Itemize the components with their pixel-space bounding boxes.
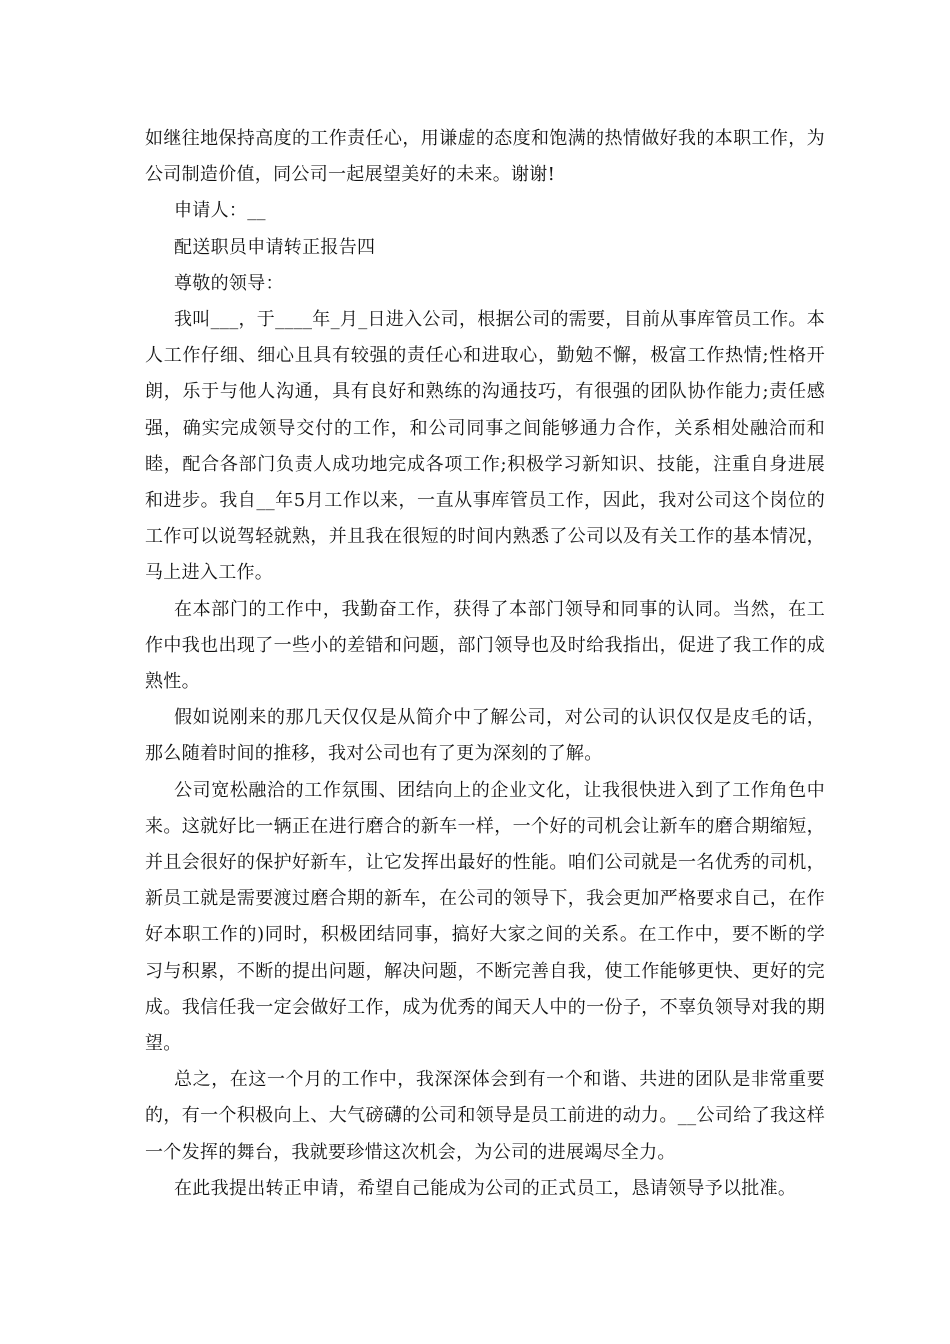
- applicant-line: 申请人：__: [174, 200, 266, 222]
- paragraph-request: 在此我提出转正申请，希望自己能成为公司的正式员工，恳请领导予以批准。: [174, 1177, 797, 1199]
- paragraph-summary: 总之，在这一个月的工作中，我深深体会到有一个和谐、共进的团队是非常重要的，有一个积极向上、大气磅礴的公司和领导是员工前进的动力。__公司给了我这样一个发挥的舞台，我就要珍惜这次机会，为公司的进展竭尽全力。: [145, 1069, 825, 1163]
- paragraph-intro: 我叫___，于____年_月_日进入公司，根据公司的需要，目前从事库管员工作。本人工作仔细、细心且具有较强的责任心和进取心，勤勉不懈，极富工作热情;性格开朗，乐于与他人沟通，具有良好和熟练的沟通技巧，有很强的团队协作能力;责任感强，确实完成领导交付的工作，和公司同事之间能够通力合作，关系相处融洽而和睦，配合各部门负责人成功地完成各项工作;积极学习新知识、技能，注重自身进展和进步。我自__年5月工作以来，一直从事库管员工作，因此，我对公司这个岗位的工作可以说驾轻就熟，并且我在很短的时间内熟悉了公司以及有关工作的基本情况，马上进入工作。: [145, 309, 825, 584]
- paragraph-department: 在本部门的工作中，我勤奋工作，获得了本部门领导和同事的认同。当然，在工作中我也出现了一些小的差错和问题，部门领导也及时给我指出，促进了我工作的成熟性。: [145, 598, 825, 693]
- paragraph-continuation: 如继往地保持高度的工作责任心，用谦虚的态度和饱满的热情做好我的本职工作，为公司制造价值，同公司一起展望美好的未来。谢谢!: [145, 128, 825, 186]
- paragraph-understanding: 假如说刚来的那几天仅仅是从简介中了解公司，对公司的认识仅仅是皮毛的话，那么随着时间的推移，我对公司也有了更为深刻的了解。: [145, 707, 825, 765]
- document-page: [145, 121, 825, 1207]
- paragraph-culture: 公司宽松融洽的工作氛围、团结向上的企业文化，让我很快进入到了工作角色中来。这就好比一辆正在进行磨合的新车一样，一个好的司机会让新车的磨合期缩短，并且会很好的保护好新车，让它发挥出最好的性能。咱们公司就是一名优秀的司机，新员工就是需要渡过磨合期的新车，在公司的领导下，我会更加严格要求自己，在作好本职工作的)同时，积极团结同事，搞好大家之间的关系。在工作中，要不断的学习与积累，不断的提出问题，解决问题，不断完善自我，使工作能够更快、更好的完成。我信任我一定会做好工作，成为优秀的闻天人中的一份子，不辜负领导对我的期望。: [145, 779, 825, 1055]
- salutation: 尊敬的领导：: [174, 272, 284, 294]
- section-title: 配送职员申请转正报告四: [174, 236, 376, 258]
